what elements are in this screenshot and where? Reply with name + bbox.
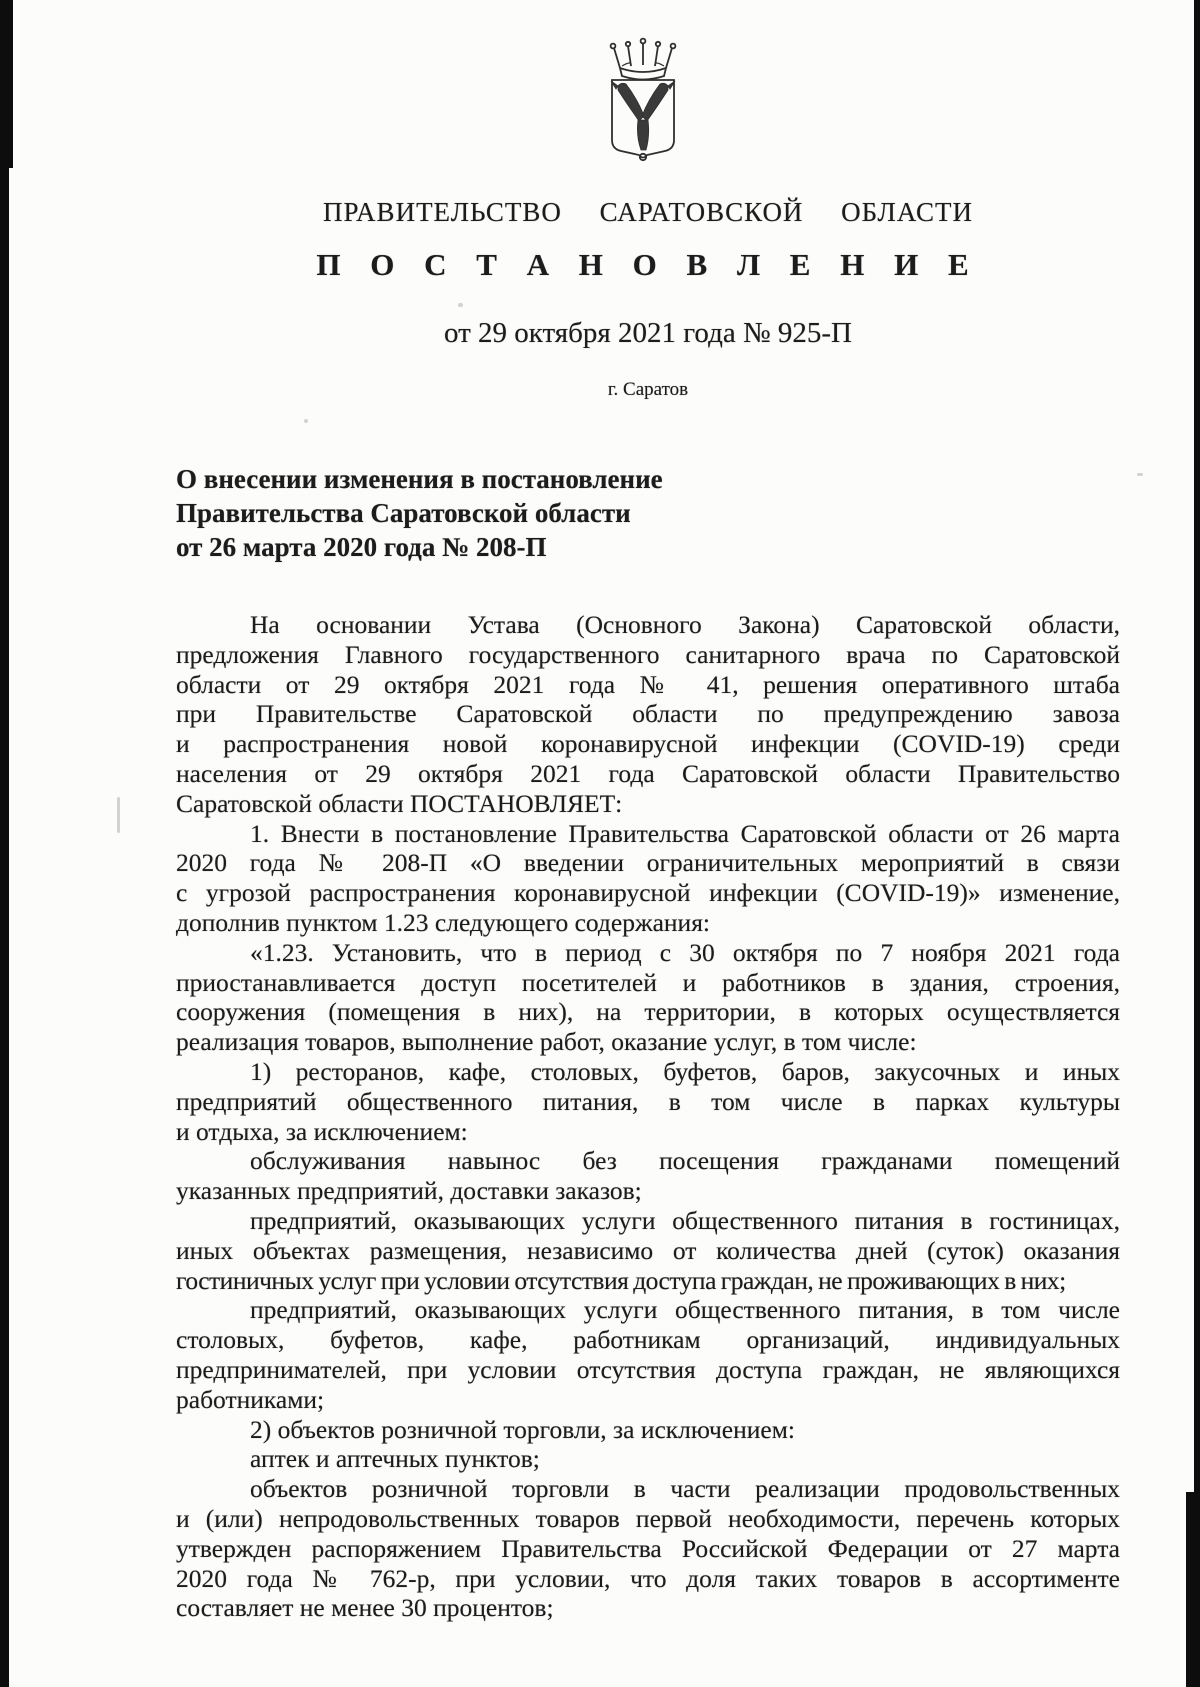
body-line: обслуживания навынос без посещения гражданами помещений (250, 1146, 1120, 1176)
saratov-coat-of-arms-icon (578, 36, 708, 162)
body-line: работниками; (176, 1384, 325, 1414)
body-line: приостанавливается доступ посетителей и работников в здания, строения, (176, 967, 1120, 997)
subject-line-1: О внесении изменения в постановление (176, 464, 663, 494)
scan-edge-left-top (0, 0, 13, 168)
body-line: гостиничных услуг при условии отсутствия доступа граждан, не проживающих в них; (176, 1265, 1066, 1295)
scan-speck (458, 303, 463, 307)
body-line: и отдыха, за исключением: (176, 1116, 468, 1146)
document-subject (176, 462, 936, 564)
scan-speck (258, 1186, 261, 1189)
body-line: населения от 29 октября 2021 года Саратовской области Правительство (176, 758, 1120, 788)
body-line: На основании Устава (Основного Закона) Саратовской области, (250, 610, 1120, 639)
body-line: 1. Внести в постановление Правительства Саратовской области от 26 марта (250, 818, 1120, 848)
subject-line-2: Правительства Саратовской области (176, 498, 631, 528)
body-text (176, 610, 1120, 1623)
scan-edge-left (0, 0, 9, 1687)
scan-edge-right-bottom (1186, 1492, 1200, 1687)
body-line: области от 29 октября 2021 года № 41, решения оперативного штаба (176, 669, 1120, 699)
body-line: с угрозой распространения коронавирусной инфекции (COVID-19)» изменение, (176, 878, 1120, 908)
body-line: предпринимателей, при условии отсутствия доступа граждан, не являющихся (176, 1354, 1120, 1384)
body-line: реализация товаров, выполнение работ, оказание услуг, в том числе: (176, 1027, 917, 1057)
body-line: и (или) непродовольственных товаров первой необходимости, перечень которых (176, 1503, 1120, 1533)
document-type-title: П О С Т А Н О В Л Е Н И Е (316, 247, 980, 282)
body-line: предприятий, оказывающих услуги общественного питания, в том числе (250, 1295, 1120, 1325)
body-line: предприятий, оказывающих услуги общественного питания в гостиницах, (250, 1205, 1120, 1235)
body-line: иных объектах размещения, независимо от количества дней (суток) оказания (176, 1235, 1120, 1265)
body-line: предприятий общественного питания, в том числе в парках культуры (176, 1086, 1120, 1116)
body-line: 2020 года № 208-П «О введении ограничительных мероприятий в связи (176, 848, 1120, 878)
body-line: утвержден распоряжением Правительства Российской Федерации от 27 марта (176, 1533, 1120, 1563)
body-line: Саратовской области ПОСТАНОВЛЯЕТ: (176, 788, 623, 818)
body-line: и распространения новой коронавирусной инфекции (COVID-19) среди (176, 729, 1120, 759)
body-line: сооружения (помещения в них), на территории, в которых осуществляется (176, 997, 1120, 1027)
body-line: 2) объектов розничной торговли, за исключением: (250, 1414, 795, 1444)
document-date-number: от 29 октября 2021 года № 925-П (444, 317, 852, 349)
body-line: «1.23. Установить, что в период с 30 октября по 7 ноября 2021 года (250, 937, 1120, 967)
scan-edge-right (1194, 0, 1200, 1687)
body-line: указанных предприятий, доставки заказов; (176, 1176, 642, 1206)
body-line: предложения Главного государственного санитарного врача по Саратовской (176, 639, 1120, 669)
document-city: г. Саратов (607, 379, 689, 400)
issuing-authority: ПРАВИТЕЛЬСТВО САРАТОВСКОЙ ОБЛАСТИ (323, 197, 973, 227)
body-line: объектов розничной торговли в части реализации продовольственных (250, 1474, 1120, 1504)
body-line: составляет не менее 30 процентов; (176, 1593, 554, 1623)
scan-speck (304, 419, 308, 423)
scan-speck (117, 797, 120, 833)
body-line: дополнив пунктом 1.23 следующего содержания: (176, 907, 711, 937)
body-line: столовых, буфетов, кафе, работникам организаций, индивидуальных (176, 1325, 1120, 1355)
subject-line-3: от 26 марта 2020 года № 208-П (176, 532, 547, 562)
body-line: 1) ресторанов, кафе, столовых, буфетов, баров, закусочных и иных (250, 1056, 1120, 1086)
scan-speck (1137, 473, 1143, 476)
body-line: аптек и аптечных пунктов; (250, 1444, 540, 1474)
body-line: 2020 года № 762-р, при условии, что доля таких товаров в ассортименте (176, 1563, 1120, 1593)
body-line: при Правительстве Саратовской области по предупреждению завоза (176, 699, 1120, 729)
